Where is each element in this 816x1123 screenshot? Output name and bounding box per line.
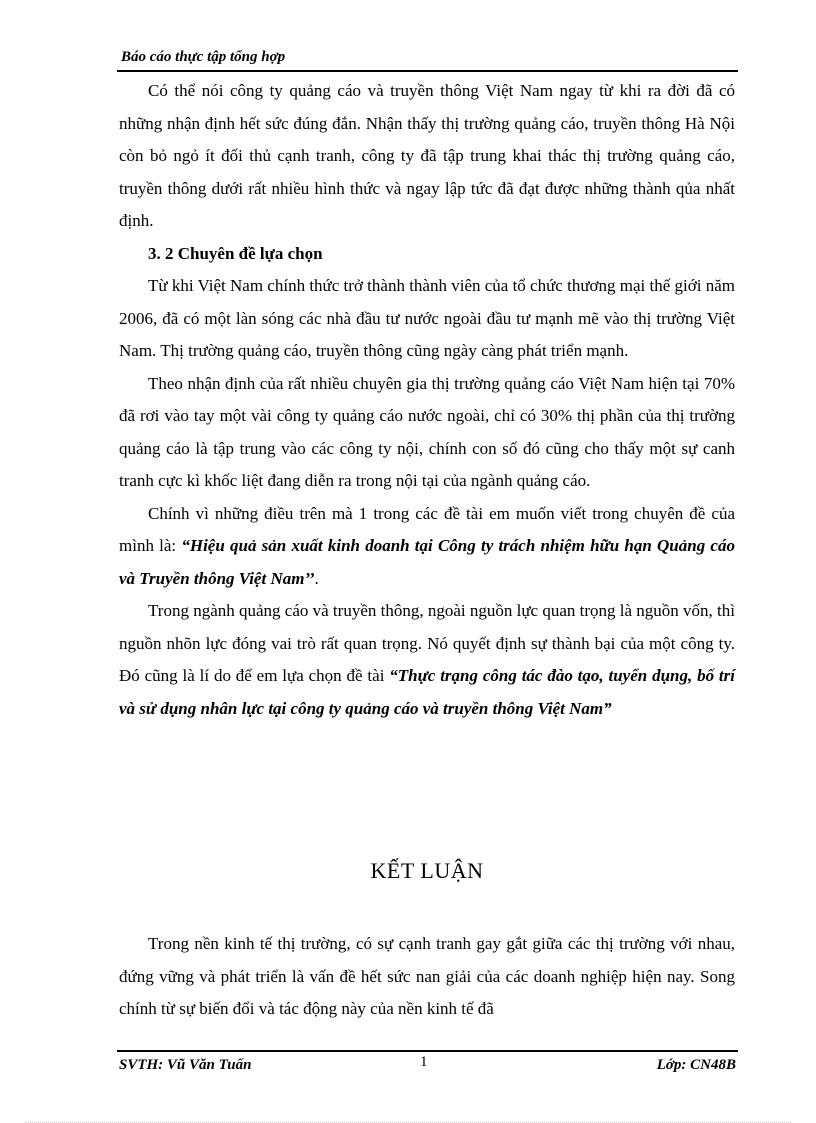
paragraph-wto: Từ khi Việt Nam chính thức trở thành thành viên của tổ chức thương mại thế giới năm 2006, đã có một làn sóng các nhà đầu tư nước ngoài đầu tư mạnh mẽ vào thị trường Việt Nam. Thị trường quảng cáo, truyền thông cũng ngày càng phát triển mạnh. — [119, 276, 735, 360]
paragraph-topic-choice — [119, 498, 735, 596]
chosen-topic-emphasis: “Thực trạng công tác đào tạo, tuyển dụng, bố trí và sử dụng nhân lực tại công ty quảng cáo và truyền thông Việt Nam” — [119, 666, 735, 718]
paragraph-market-share: Theo nhận định của rất nhiều chuyên gia thị trường quảng cáo Việt Nam hiện tại 70% đã rơi vào tay một vài công ty quảng cáo nước ngoài, chỉ có 30% thị phần của thị trường quảng cáo là tập trung vào các công ty nội, chính con số đó cũng cho thấy một sự canh tranh cực kì khốc liệt đang diễn ra trong nội tại của ngành quảng cáo. — [119, 373, 735, 490]
conclusion-heading: KẾT LUẬN — [370, 858, 484, 883]
section-heading: 3. 2 Chuyên đề lựa chọn — [148, 243, 323, 263]
footer-rule — [117, 1050, 738, 1052]
footer-class: Lớp: CN48B — [656, 1057, 736, 1073]
footer-author: SVTH: Vũ Văn Tuấn — [119, 1057, 252, 1073]
paragraph-human-resources — [119, 595, 735, 725]
page-number: 1 — [420, 1054, 428, 1070]
topic-title-emphasis: “Hiệu quả sản xuất kinh doanh tại Công ty trách nhiệm hữu hạn Quảng cáo và Truyền thông Việt Nam’’ — [119, 536, 735, 588]
topic-choice-lead: Chính vì những điều trên mà 1 trong các đề tài em muốn viết trong chuyên đề của mình là: — [119, 503, 735, 555]
paragraph-conclusion: Trong nền kinh tế thị trường, có sự cạnh tranh gay gắt giữa các thị trường với nhau, đứng vững và phát triển là vấn đề hết sức nan giải của các doanh nghiệp hiện nay. Song chính từ sự biến đổi và tác động này của nền kinh tế đã — [119, 934, 735, 1018]
conclusion-body — [119, 928, 735, 1026]
human-resources-lead: Trong ngành quảng cáo và truyền thông, ngoài nguồn lực quan trọng là nguồn vốn, thì nguồn nhõn lực đóng vai trò rất quan trọng. Nó quyết định sự thành bại của một công ty. Đó cũng là lí do để em lựa chọn đề tài — [119, 601, 735, 685]
running-header: Báo cáo thực tập tổng hợp — [121, 49, 286, 65]
header-rule — [117, 70, 738, 72]
paragraph-intro: Có thể nói công ty quảng cáo và truyền thông Việt Nam ngay từ khi ra đời đã có những nhận định hết sức đúng đắn. Nhận thấy thị trường quảng cáo, truyền thông Hà Nội còn bỏ ngỏ ít đối thủ cạnh tranh, công ty đã tập trung khai thác thị trường quảng cáo, truyền thông dưới rất nhiều hình thức và ngay lập tức đã đạt được những thành qủa nhất định. — [119, 81, 735, 230]
topic-choice-tail: . — [314, 568, 319, 588]
body-text — [119, 75, 735, 725]
